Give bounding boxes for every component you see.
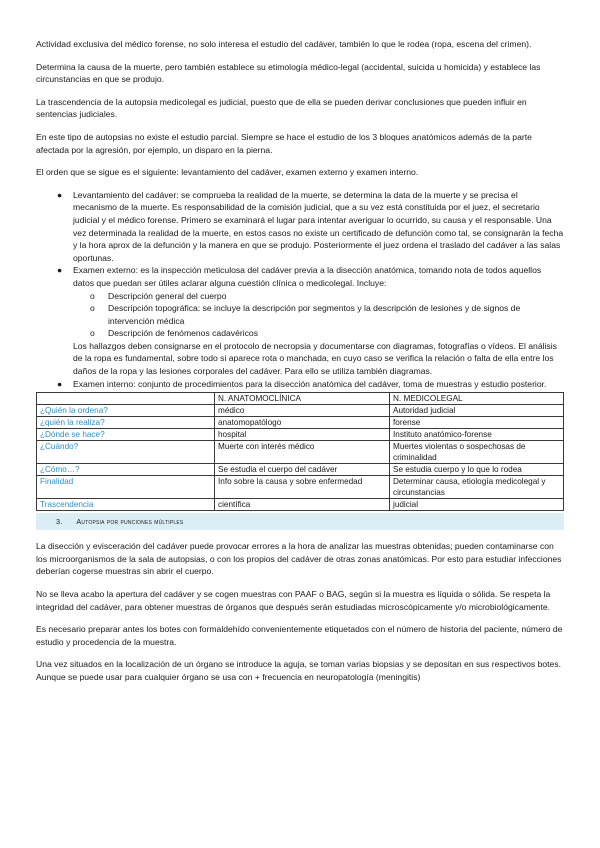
table-row: ¿Quién la ordena? médico Autoridad judicial (37, 405, 564, 417)
bullet-list (36, 189, 564, 290)
sub-list-item: o Descripción general del cuerpo (90, 290, 227, 301)
circle-bullet-icon: o (90, 303, 95, 314)
bullet-text: Levantamiento del cadáver: se comprueba la realidad de la muerte, se determina la data de la muerte y se precisa el mecanismo de la muerte. Es responsabilidad de la comisión judicial, que a su vez está constituida por el juez, el secretario judicial y el médico forense. Primero se examinará el lugar para intentar averiguar lo ocurrido, su causa y el responsable. Una vez determinada la realidad de la muerte, en estos casos no existe un certificado de defunción como tal, se consignarán la fecha y la hora aprox de la defunción y la manera en que se produjo. Posteriormente el juez ordena el traslado del cadáver a las salas oportunas. (73, 189, 564, 263)
list-item (36, 189, 564, 265)
table-row: ¿Dónde se hace? hospital Instituto anatómico-forense (37, 429, 564, 441)
bullet-text: Examen interno: conjunto de procedimientos para la disección anatómica del cadáver, toma de muestras y estudio posterior. (73, 378, 547, 389)
comparison-table (36, 392, 564, 511)
sub-list-item: o Descripción de fenómenos cadavéricos (90, 328, 258, 339)
paragraph: Actividad exclusiva del médico forense, no solo interesa el estudio del cadáver, también lo que le rodea (ropa, escena del crimen). (36, 39, 532, 49)
paragraph: Una vez situados en la localización de un órgano se introduce la aguja, se toman varias biopsias y se depositan en sus respectivos botes. Aunque se puede usar para cualquier órgano se usa con + frecuencia en neuropatología (meningitis) (36, 659, 562, 682)
paragraph: En este tipo de autopsias no existe el estudio parcial. Siempre se hace el estudio de los 3 bloques anatómicos además de la parte afectada por la agresión, por ejemplo, un disparo en la pierna. (36, 131, 532, 155)
paragraph: La disección y evisceración del cadáver puede provocar errores a la hora de analizar las muestras obtenidas; pueden contaminarse con los microorganismos de la sala de autopsias, o con los propios del cadáver de otras zonas anatómicas. Por esto para estudiar infecciones deberían cogerse muestras sin abrir el cuerpo. (36, 541, 562, 577)
table-row: ¿Cómo…? Se estudia el cuerpo del cadáver Se estudia cuerpo y lo que lo rodea (37, 464, 564, 476)
paragraph: Determina la causa de la muerte, pero también establece su etimología médico-legal (accidental, suicida u homicida) y establece las circunstancias en que se produjo. (36, 61, 541, 85)
circle-bullet-icon: o (90, 290, 95, 301)
table-header-row: N. ANATOMOCLÍNICA N. MEDICOLEGAL (37, 393, 564, 405)
bullet-text: Los hallazgos deben consignarse en el protocolo de necropsia y documentarse con diagramas, fotografías o vídeos. El análisis de la ropa es fundamental, sobre todo si aparece rota o manchada, en cuyo caso se verifica la relación o falta de ella entre los daños de la ropa y las lesiones corporales del cadáver. Para ello se utiliza también diagramas. (73, 340, 557, 377)
list-item (36, 378, 564, 391)
section-number: 3. (56, 517, 63, 527)
table-row: ¿quién la realiza? anatomopatólogo forense (37, 417, 564, 429)
paragraph: La trascendencia de la autopsia medicolegal es judicial, puesto que de ella se pueden derivar conclusiones que pueden influir en sentencias judiciales. (36, 96, 527, 120)
table-row: ¿Cuándo? Muerte con interés médico Muertes violentas o sospechosas de criminalidad (37, 441, 564, 464)
bullet-icon: ● (57, 265, 63, 276)
circle-bullet-icon: o (90, 328, 95, 339)
section-heading (36, 513, 564, 530)
bullet-list (36, 378, 564, 391)
paragraph: No se lleva acabo la apertura del cadáver y se cogen muestras con PAAF o BAG, según si la muestra es líquida o sólida. Se respeta la integridad del cadáver, para obtener muestras de órganos que después serán estudiadas microscópicamente y/o microbiológicamente. (36, 589, 551, 612)
table-row: Trascendencia científica judicial (37, 499, 564, 511)
table-row: Finalidad Info sobre la causa y sobre enfermedad Determinar causa, etiología medicolegal y circunstancias (37, 476, 564, 499)
bullet-icon: ● (57, 378, 63, 389)
bullet-icon: ● (57, 189, 63, 200)
document-page (36, 38, 564, 684)
list-item (36, 264, 564, 289)
sub-list-item: o Descripción topográfica: se incluye la descripción por segmentos y la descripción de lesiones y de signos de intervención médica (90, 303, 521, 326)
bullet-text: Examen externo: es la inspección meticulosa del cadáver previa a la disección anatómica, tomando nota de todos aquellos datos que puedan ser útiles aclarar alguna cuestión clínica o medicolegal. Incluye: (73, 265, 542, 288)
paragraph: El orden que se sigue es el siguiente: levantamiento del cadáver, examen externo y examen interno. (36, 167, 419, 178)
paragraph: Es necesario preparar antes los botes con formaldehído convenientemente etiquetados con el número de historia del paciente, número de estudio y procedencia de la muestra. (36, 624, 563, 647)
section-title: Autopsia por punciones múltiples (76, 517, 184, 527)
sub-list (73, 290, 564, 340)
